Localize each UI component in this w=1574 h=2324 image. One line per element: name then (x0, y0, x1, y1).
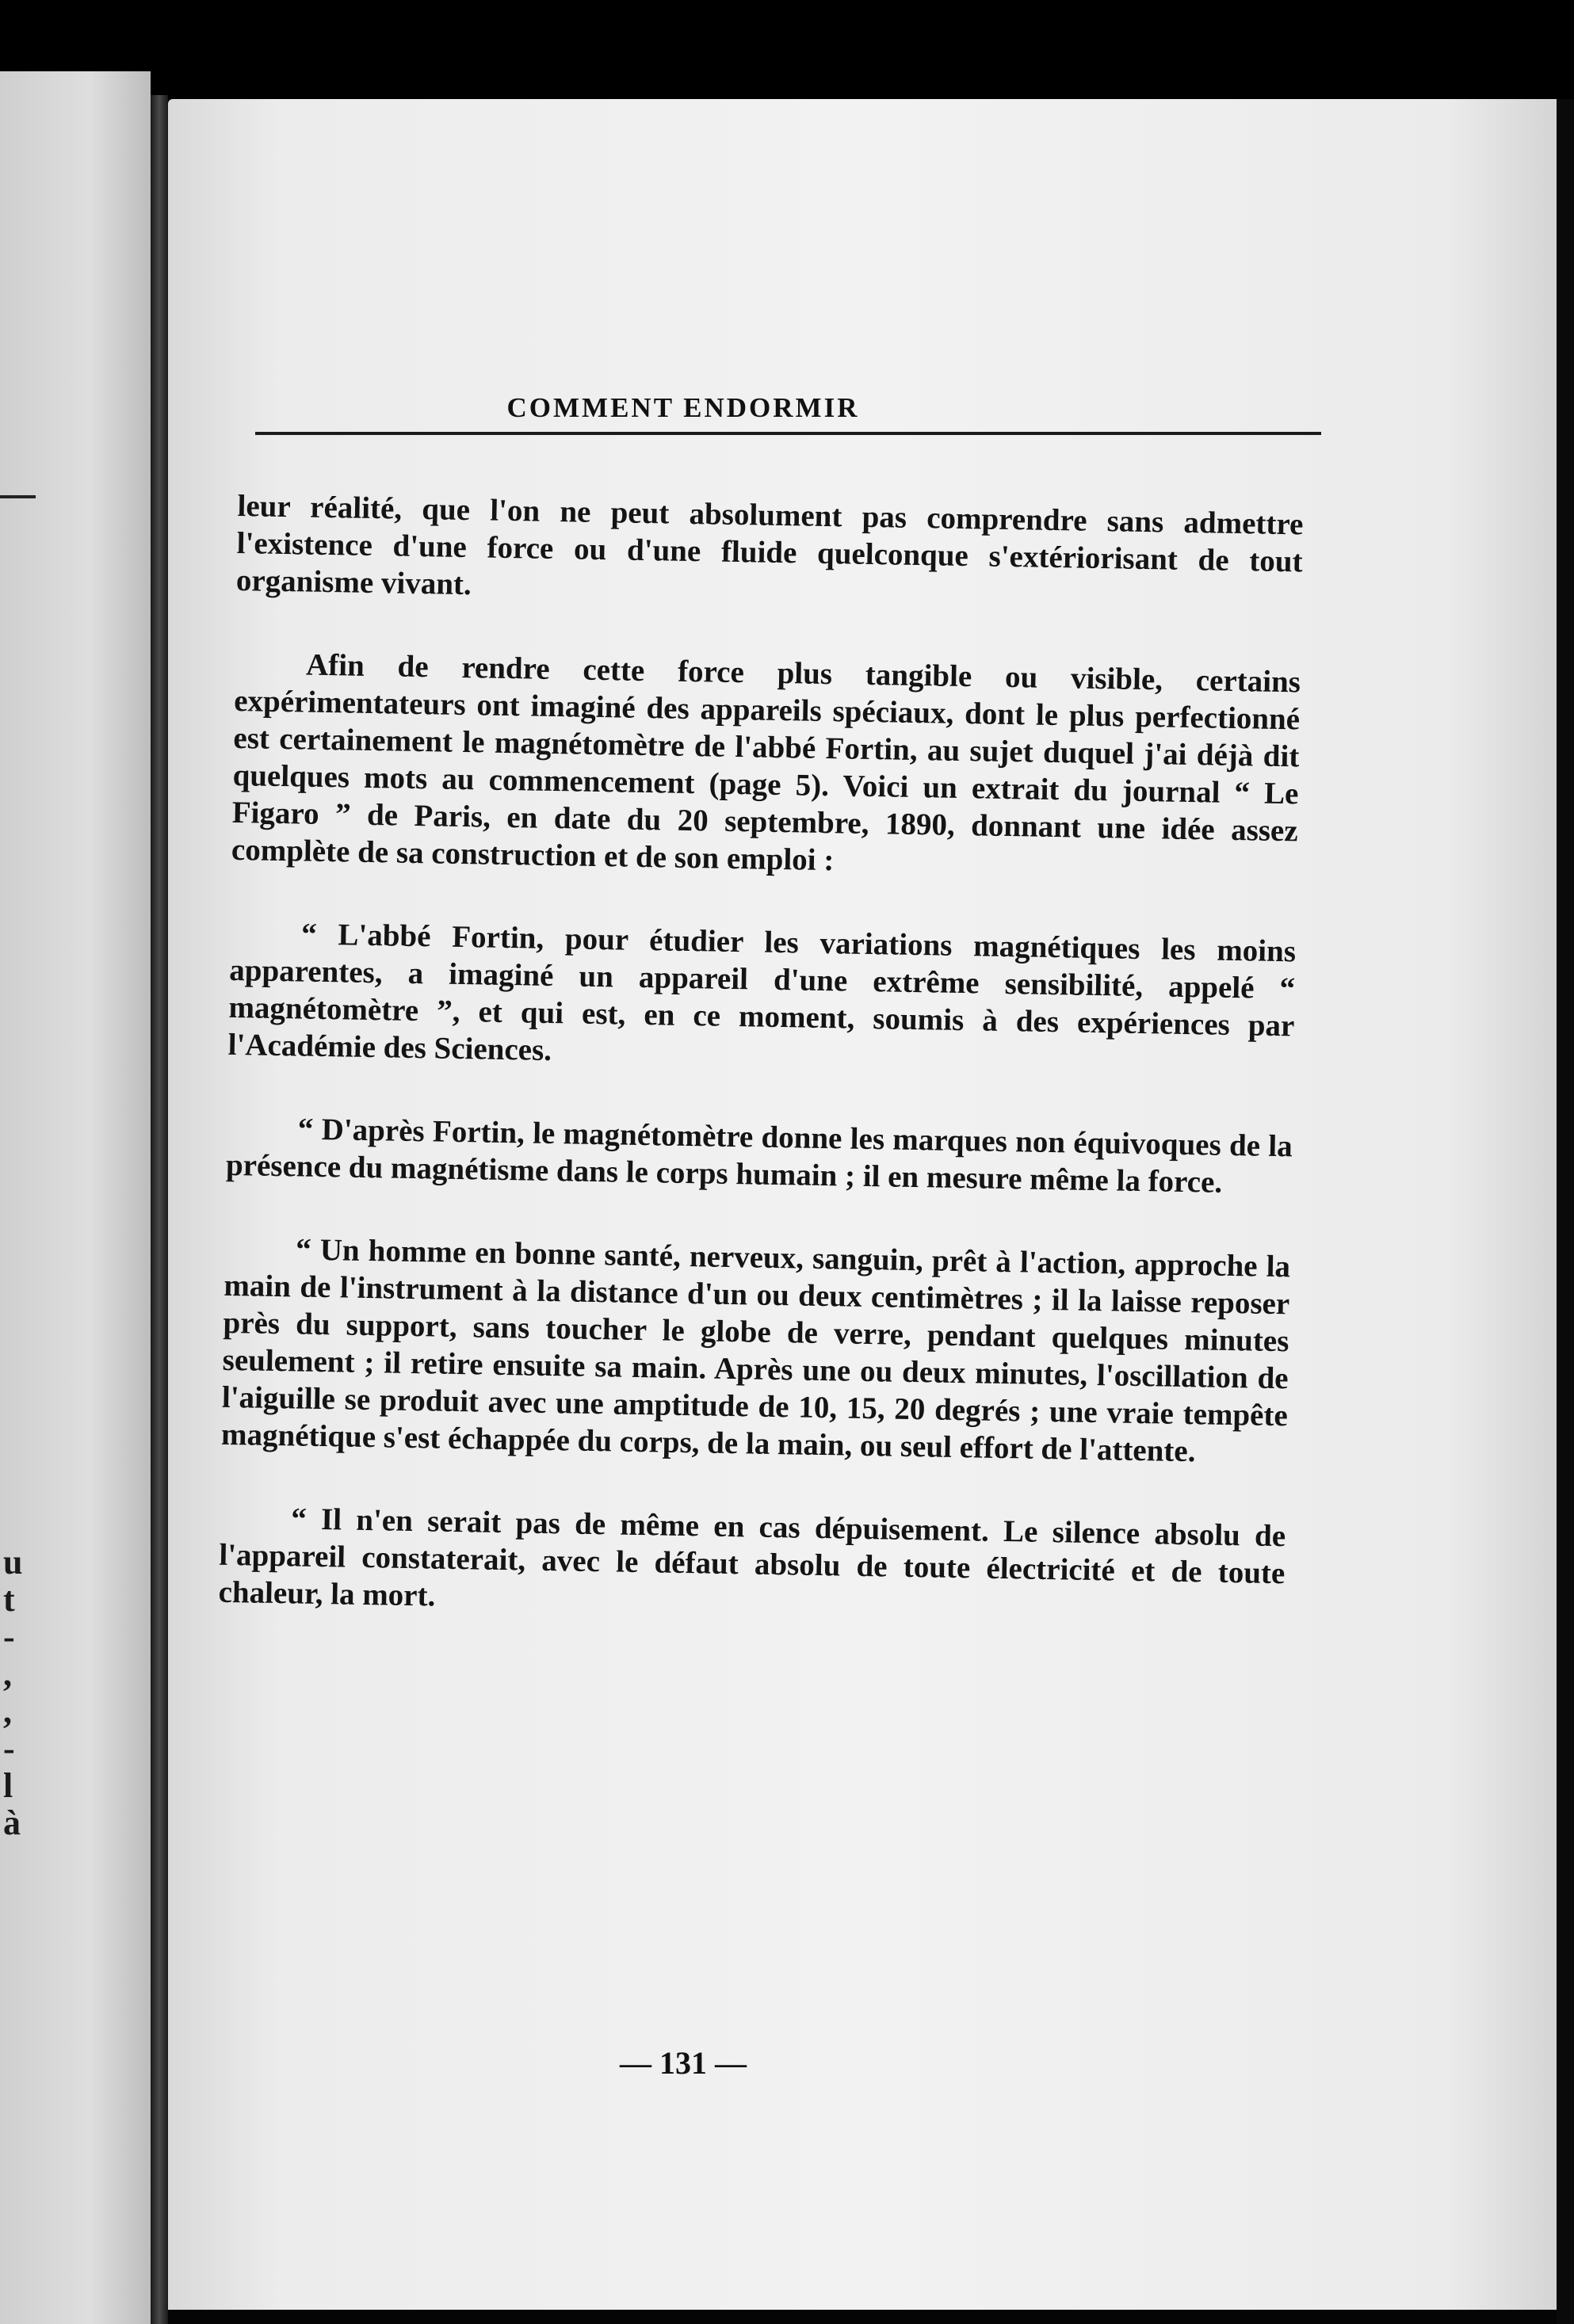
facing-page-fragment: , (3, 1692, 12, 1731)
book-page (168, 99, 1559, 2310)
facing-page-fragment: à (3, 1803, 21, 1842)
quoted-paragraph: “ Un homme en bonne santé, nerveux, sanguin, prêt à l'action, approche la main de l'instrument à la distance d'un ou deux centimètres ; il la laisse reposer près du support, sans toucher le globe de verre, pendant quelques minutes seulement ; il retire ensuite sa main. Après une ou deux minutes, l'oscillation de l'aiguille se produit avec une amptitude de 10, 15, 20 degrés ; une vraie tempête magnétique s'est échappée du corps, de la main, ou seul effort de l'attente. (220, 1232, 1291, 1469)
facing-page-fragment: u (3, 1543, 23, 1582)
quoted-paragraph: “ L'abbé Fortin, pour étudier les variations magnétiques les moins apparentes, a imaginé un appareil d'une extrême sensibilité, appelé “ magnétomètre ”, et qui est, en ce moment, soumis à des expériences par l'Académie des Sciences. (227, 917, 1297, 1068)
page-number: — 131 — (620, 2045, 747, 2081)
header-rule (255, 432, 1321, 435)
paragraph: leur réalité, que l'on ne peut absolument pas comprendre sans admettre l'existence d'une force ou d'une fluide quelconque s'extériorisant de tout organisme vivant. (235, 488, 1304, 602)
paragraph: Afin de rendre cette force plus tangible ou visible, certains expérimentateurs ont imaginé des appareils spéciaux, dont le plus perfectionné est certainement le magnétomètre de l'abbé Fortin, au sujet duquel j'ai déjà dit quelques mots au commencement (page 5). Voici un extrait du journal “ Le Figaro ” de Paris, en date du 20 septembre, 1890, donnant une idée assez complète de sa construction et de son emploi : (231, 647, 1301, 878)
facing-page-fragment: - (3, 1617, 15, 1656)
facing-page-rule (0, 495, 36, 498)
quoted-paragraph: “ D'après Fortin, le magnétomètre donne les marques non équivoques de la présence du magnétisme dans le corps humain ; il en mesure même la force. (225, 1112, 1293, 1200)
facing-page-fragment: t (3, 1580, 15, 1619)
facing-page (0, 71, 151, 2324)
book-gutter (151, 95, 168, 2324)
running-head: COMMENT ENDORMIR (506, 392, 860, 423)
facing-page-fragment: l (3, 1766, 13, 1805)
page-edge-shadow (1557, 99, 1574, 2324)
facing-page-fragment: , (3, 1654, 12, 1693)
page-body (217, 487, 1304, 1675)
facing-page-fragment: - (3, 1729, 15, 1768)
quoted-paragraph: “ Il n'en serait pas de même en cas dépuisement. Le silence absolu de l'appareil constaterait, avec le défaut absolu de toute électricité et de toute chaleur, la mort. (218, 1502, 1286, 1613)
